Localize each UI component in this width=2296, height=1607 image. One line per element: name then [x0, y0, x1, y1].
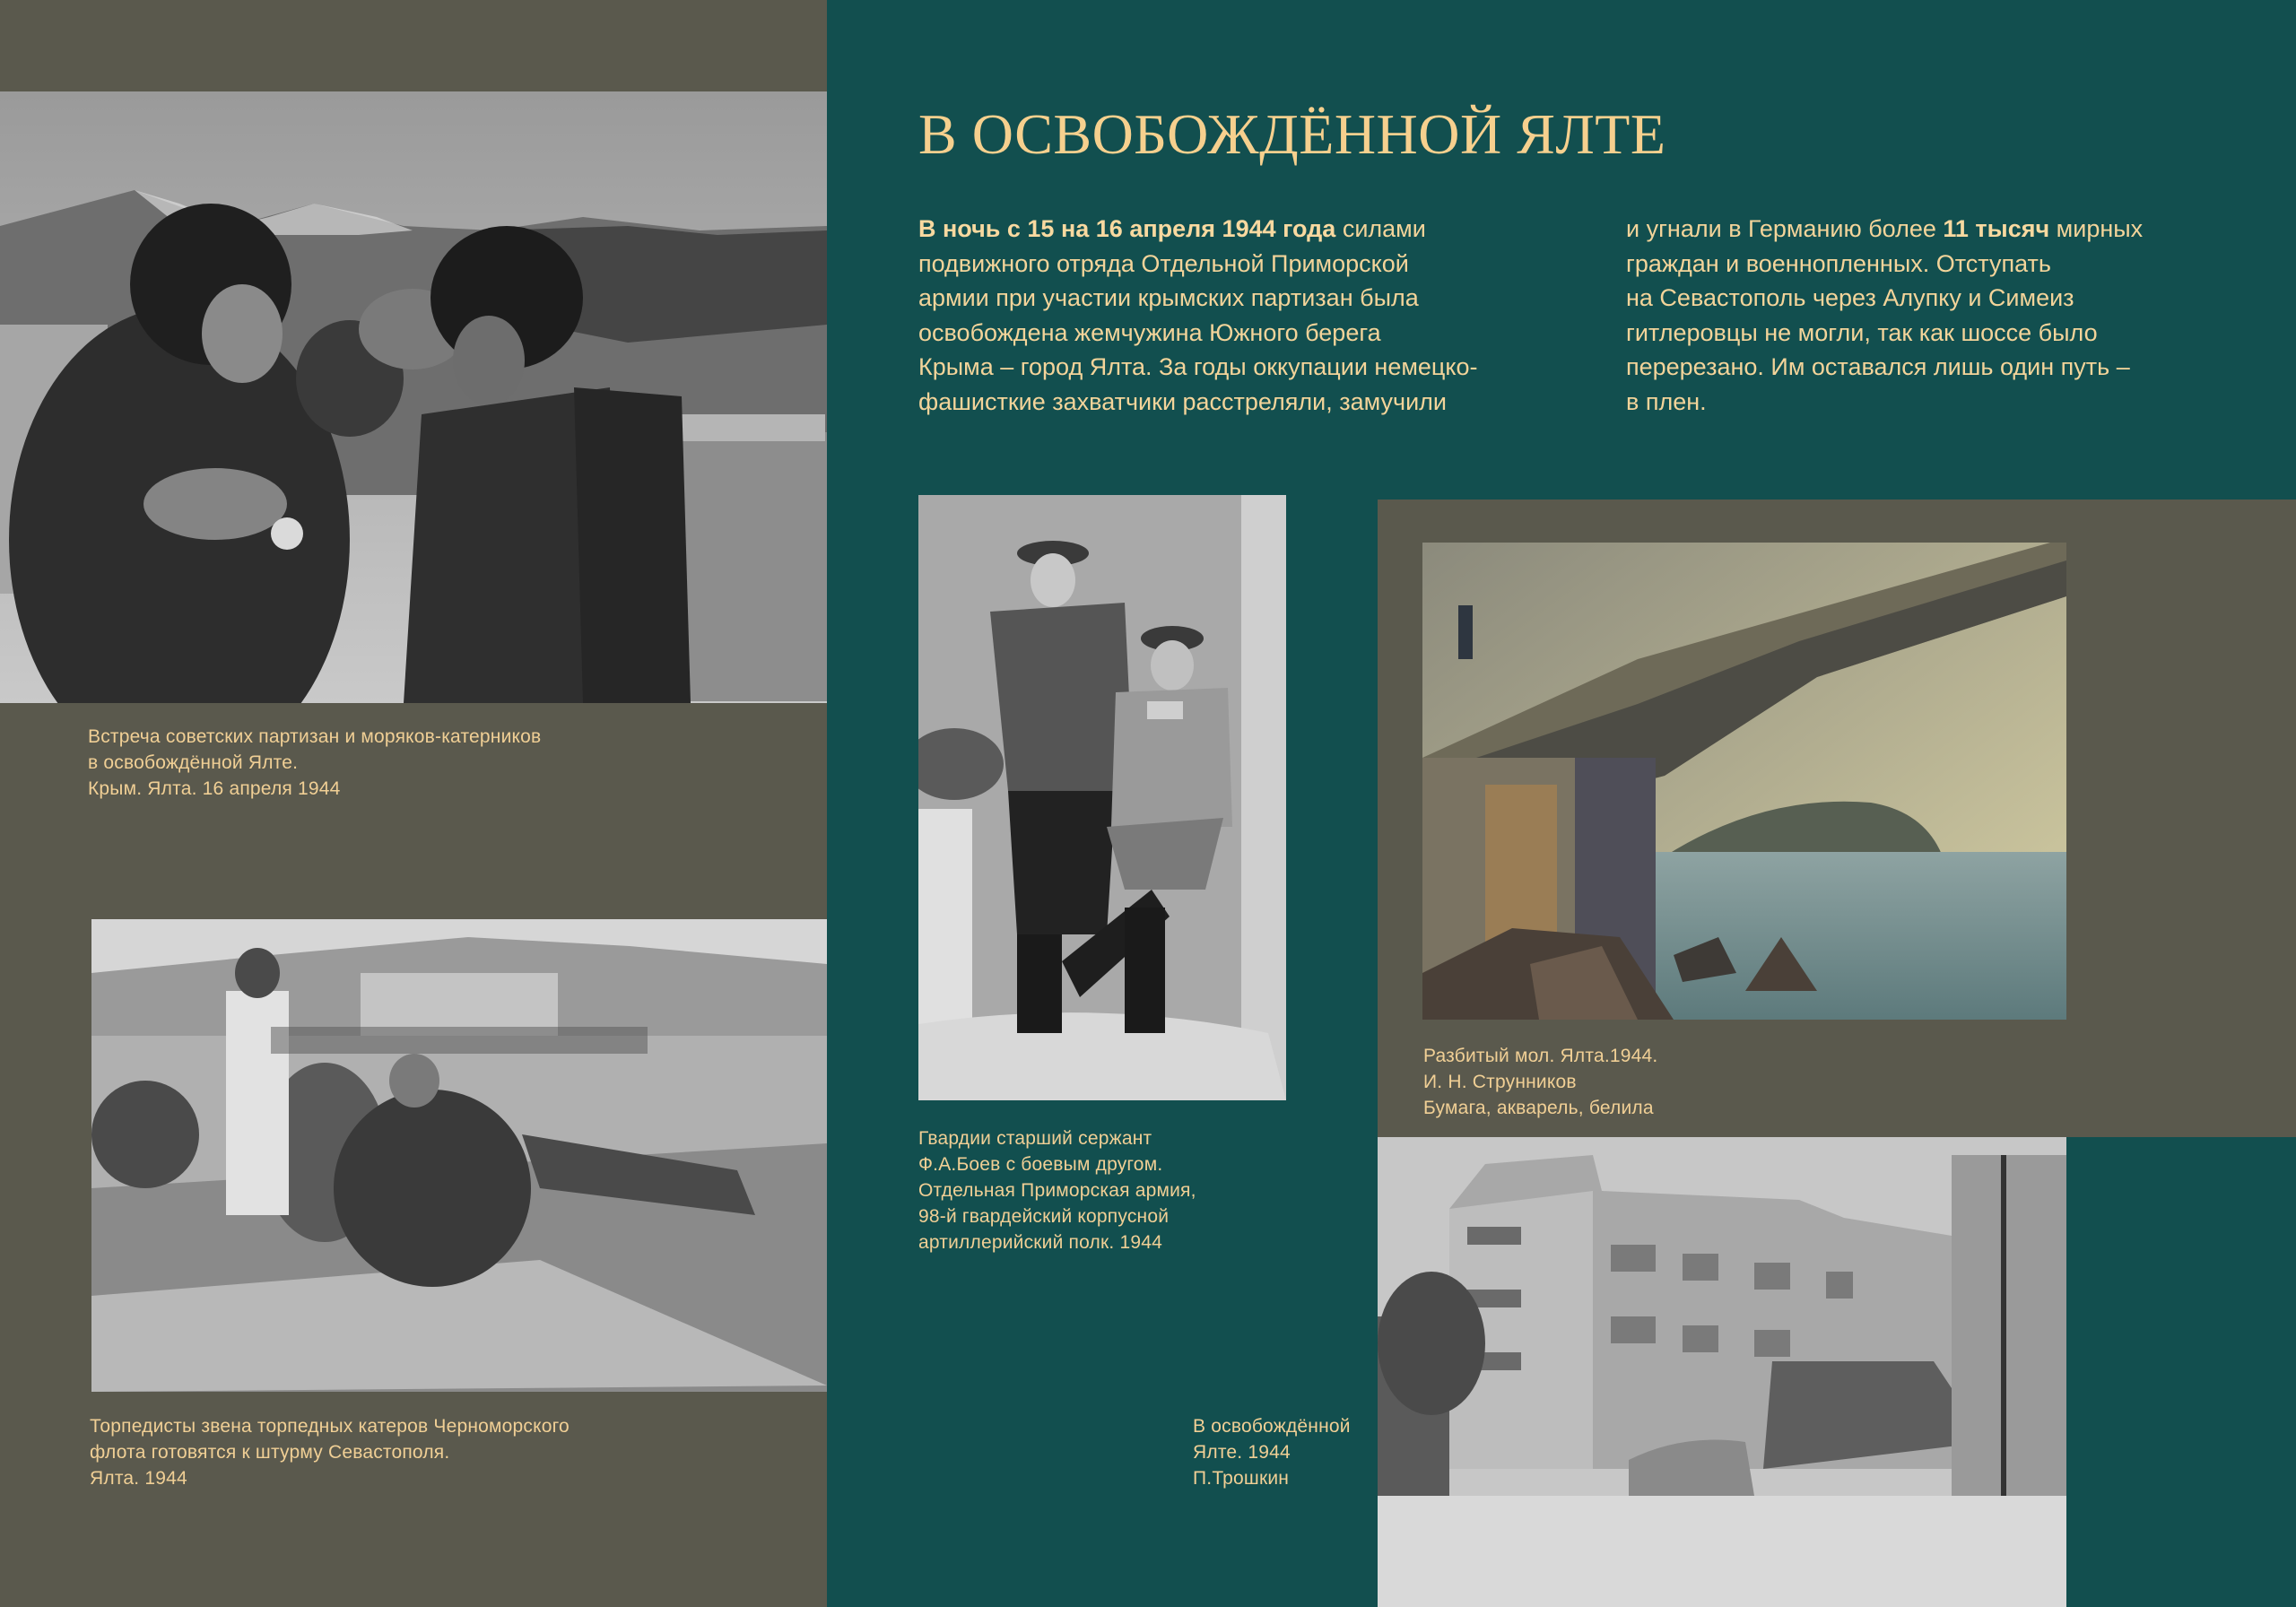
photo-yalta-street: [1378, 1137, 2066, 1607]
intro-bold-count: 11 тысяч: [1943, 215, 2050, 242]
intro-column-left: [918, 212, 1478, 419]
caption-line: И. Н. Струнников: [1423, 1072, 1577, 1092]
intro-line: на Севастополь через Алупку и Симеиз: [1626, 284, 2074, 311]
caption-line: Встреча советских партизан и моряков-катерников: [88, 726, 542, 747]
caption-line: 98-й гвардейский корпусной: [918, 1206, 1170, 1227]
caption-line: флота готовятся к штурму Севастополя.: [90, 1442, 450, 1463]
caption-line: в освобождённой Ялте.: [88, 752, 299, 773]
caption-line: В освобождённой: [1193, 1416, 1351, 1437]
caption-partisans-meeting: [88, 724, 541, 802]
intro-text: силами: [1335, 215, 1426, 242]
caption-soldiers-portrait: [918, 1125, 1196, 1255]
caption-line: Гвардии старший сержант: [918, 1128, 1152, 1149]
intro-line: подвижного отряда Отдельной Приморской: [918, 249, 1409, 277]
intro-line: в плен.: [1626, 387, 1707, 415]
intro-column-right: [1626, 212, 2143, 419]
caption-line: П.Трошкин: [1193, 1468, 1290, 1489]
caption-line: Крым. Ялта. 16 апреля 1944: [88, 778, 341, 799]
intro-line: [1626, 212, 2143, 247]
intro-line: граждан и военнопленных. Отступать: [1626, 249, 2051, 277]
photo-torpedo-crew: [91, 919, 827, 1392]
photo-soldiers-portrait: [918, 495, 1286, 1100]
photo-partisans-meeting: [0, 91, 827, 703]
page-title: В ОСВОБОЖДЁННОЙ ЯЛТЕ: [918, 102, 1666, 166]
caption-torpedo-crew: [90, 1413, 570, 1491]
intro-bold-date: В ночь с 15 на 16 апреля 1944 года: [918, 215, 1336, 242]
caption-line: Ялте. 1944: [1193, 1442, 1291, 1463]
caption-yalta-street: [1193, 1413, 1351, 1491]
intro-text: и угнали в Германию более: [1626, 215, 1944, 242]
painting-image: [1422, 543, 2066, 1020]
intro-line: армии при участии крымских партизан была: [918, 284, 1419, 311]
torpedo-photo-image: [91, 919, 827, 1392]
partisans-photo-image: [0, 91, 827, 703]
caption-line: Торпедисты звена торпедных катеров Черноморского: [90, 1416, 570, 1437]
intro-line: Крыма – город Ялта. За годы оккупации немецко-: [918, 353, 1478, 380]
caption-line: Ф.А.Боев с боевым другом.: [918, 1154, 1163, 1175]
caption-line: артиллерийский полк. 1944: [918, 1232, 1162, 1253]
intro-line: [918, 212, 1478, 247]
portrait-photo-image: [918, 495, 1286, 1100]
intro-line: освобождена жемчужина Южного берега: [918, 318, 1381, 346]
intro-line: фашисткие захватчики расстреляли, замучили: [918, 387, 1448, 415]
caption-line: Ялта. 1944: [90, 1468, 187, 1489]
caption-broken-pier: [1423, 1043, 1657, 1121]
caption-line: Отдельная Приморская армия,: [918, 1180, 1196, 1201]
caption-line: Бумага, акварель, белила: [1423, 1098, 1654, 1118]
intro-text: мирных: [2049, 215, 2144, 242]
intro-line: перерезано. Им оставался лишь один путь –: [1626, 353, 2130, 380]
yalta-street-photo-image: [1378, 1137, 2066, 1607]
painting-broken-pier: [1422, 543, 2066, 1020]
intro-line: гитлеровцы не могли, так как шоссе было: [1626, 318, 2098, 346]
caption-line: Разбитый мол. Ялта.1944.: [1423, 1046, 1658, 1066]
